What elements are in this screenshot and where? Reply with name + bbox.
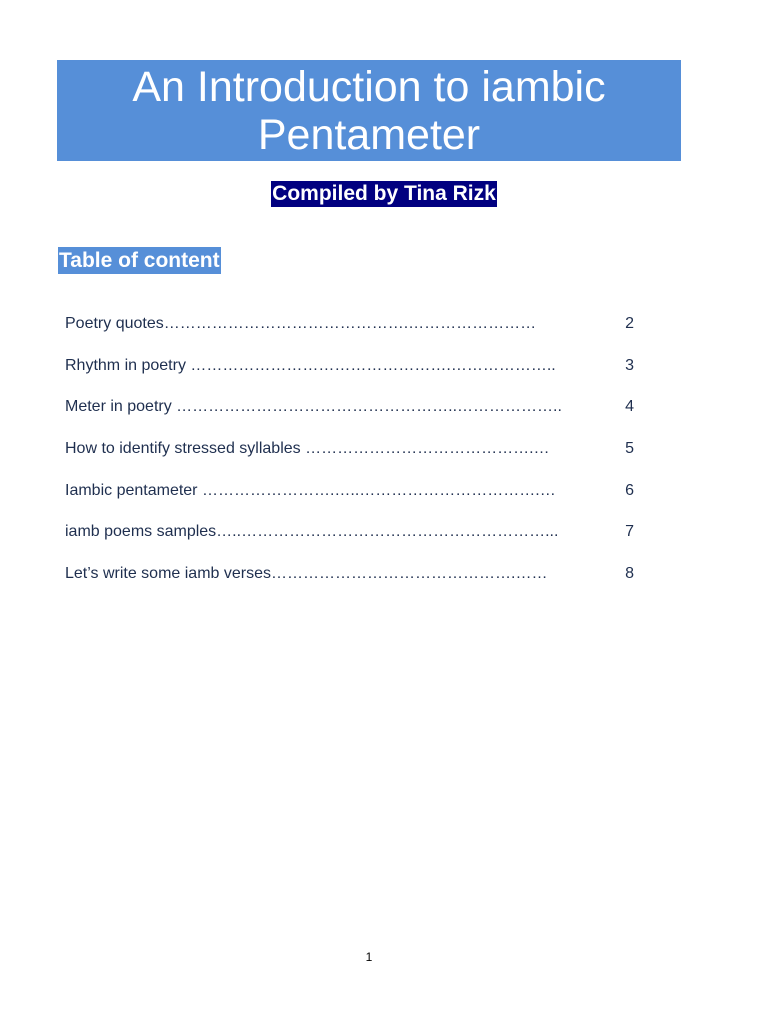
toc-entry-stressed-syllables[interactable] bbox=[65, 438, 645, 480]
toc-entry-label: Poetry quotes……………………………………….…………………… bbox=[65, 315, 537, 332]
toc-entry-iambic-pentameter[interactable] bbox=[65, 480, 645, 522]
table-of-contents bbox=[65, 313, 645, 605]
toc-entry-meter[interactable] bbox=[65, 396, 645, 438]
toc-heading: Table of content bbox=[59, 249, 220, 272]
toc-entry-page: 7 bbox=[625, 523, 634, 541]
toc-entry-page: 2 bbox=[625, 315, 634, 332]
footer-page-number: 1 bbox=[365, 950, 373, 964]
toc-entry-label: Iambic pentameter …………………….…..…………………………….… bbox=[65, 481, 556, 499]
toc-entry-page: 3 bbox=[625, 356, 634, 374]
toc-entry-poem-samples[interactable] bbox=[65, 521, 645, 563]
toc-entry-write-verses[interactable] bbox=[65, 563, 645, 605]
title-banner bbox=[57, 60, 681, 161]
toc-entry-page: 5 bbox=[625, 440, 634, 458]
document-title: An Introduction to iambic Pentameter bbox=[132, 62, 606, 159]
toc-entry-rhythm[interactable] bbox=[65, 355, 645, 397]
toc-entry-page: 6 bbox=[625, 481, 634, 499]
toc-entry-page: 4 bbox=[625, 398, 634, 416]
toc-entry-label: Let’s write some iamb verses……………………………………….…… bbox=[65, 565, 548, 583]
subtitle-container bbox=[0, 181, 768, 207]
toc-entry-poetry-quotes[interactable] bbox=[65, 313, 645, 355]
toc-entry-label: How to identify stressed syllables …………………………………….… bbox=[65, 440, 550, 458]
document-subtitle: Compiled by Tina Rizk bbox=[272, 182, 496, 205]
toc-entry-page: 8 bbox=[625, 565, 634, 583]
toc-entry-label: iamb poems samples…..…………………………………………………... bbox=[65, 523, 559, 541]
toc-entry-label: Meter in poetry ……………………………………………..……………….. bbox=[65, 398, 562, 416]
toc-entry-label: Rhythm in poetry ………………………………………….……………….. bbox=[65, 356, 556, 374]
